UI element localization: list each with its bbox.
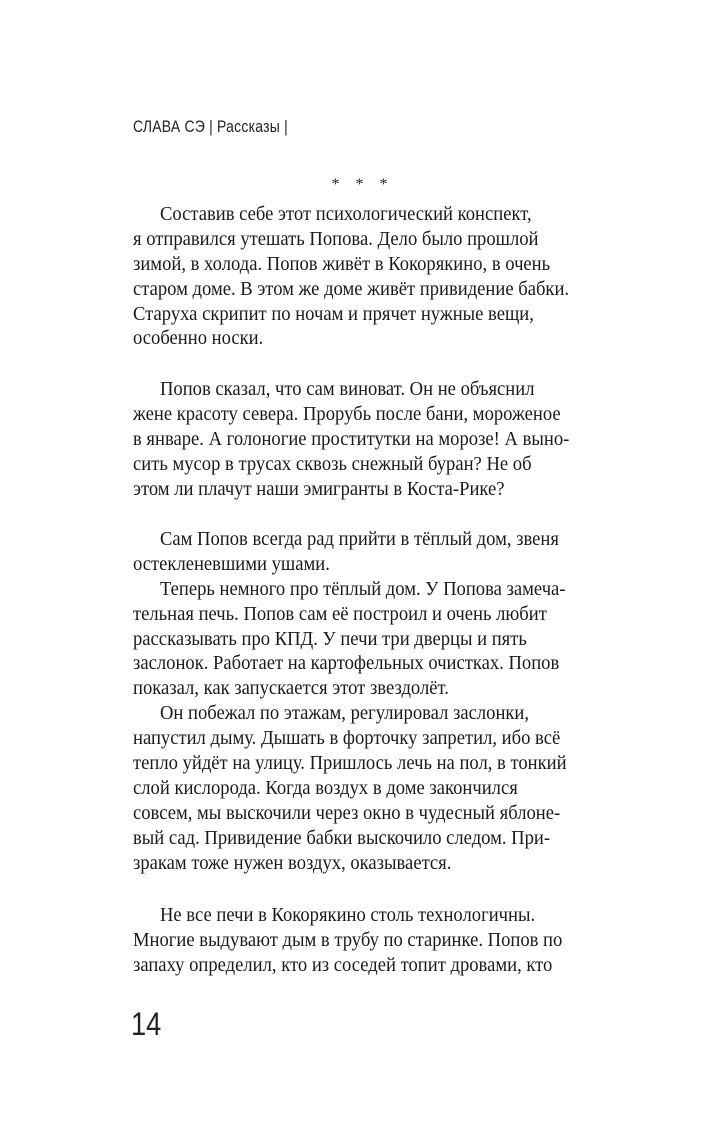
text-line: Старуха скрипит по ночам и прячет нужные вещи, [133,302,534,325]
text-line: совсем, мы выскочили через окно в чудесный яблоне- [133,801,561,824]
text-line: Многие выдувают дым в трубу по старинке. Попов по [133,928,563,951]
text-line: вый сад. Привидение бабки выскочило следом. При- [133,826,551,849]
text-line: Сам Попов всегда рад прийти в тёплый дом, звеня [159,528,559,550]
text-line: этом ли плачут наши эмигранты в Коста-Рике? [133,477,505,500]
text-line: особенно носки. [133,327,264,350]
text-line: я отправился утешать Попова. Дело было прошлой [133,227,539,250]
text-line: зракам тоже нужен воздух, оказывается. [133,851,452,874]
page-number: 14 [131,1006,162,1042]
text-line: жене красоту севера. Прорубь после бани, мороженое [133,402,561,425]
text-line: показал, как запускается этот звездолёт. [133,677,449,700]
text-line: тепло уйдёт на улицу. Пришлось лечь на пол, в тонкий [133,752,567,775]
text-line: сить мусор в трусах сквозь снежный буран? Не об [133,452,532,475]
text-line: остекленевшими ушами. [133,552,330,575]
text-line: старом доме. В этом же доме живёт привидение бабки. [133,277,570,300]
section-separator: * * * [331,176,394,193]
paragraph-block-4 [133,903,611,978]
running-header: СЛАВА СЭ | Рассказы | [133,117,288,136]
text-line: тельная печь. Попов сам её построил и очень любит [133,602,547,625]
text-line: зимой, в холода. Попов живёт в Кокорякино, в очень [133,252,551,275]
text-line: заслонок. Работает на картофельных очистках. Попов [133,652,560,675]
text-line: Составив себе этот психологический конспект, [159,203,532,225]
text-line: Теперь немного про тёплый дом. У Попова замеча- [159,577,566,600]
paragraph-block-2 [133,377,611,501]
text-line: запаху определил, кто из соседей топит дровами, кто [133,953,553,976]
paragraph-block-1 [133,202,611,351]
text-line: Он побежал по этажам, регулировал заслонки, [159,702,530,725]
paragraph-block-3 [133,527,611,875]
text-line: Не все печи в Кокорякино столь технологичны. [159,904,536,926]
text-line: в январе. А голоногие проститутки на морозе! А выно- [133,427,570,450]
text-line: слой кислорода. Когда воздух в доме закончился [133,776,518,799]
text-line: Попов сказал, что сам виноват. Он не объяснил [159,378,535,400]
text-line: напустил дыму. Дышать в форточку запретил, ибо всё [133,727,561,750]
text-line: рассказывать про КПД. У печи три дверцы и пять [133,627,527,650]
